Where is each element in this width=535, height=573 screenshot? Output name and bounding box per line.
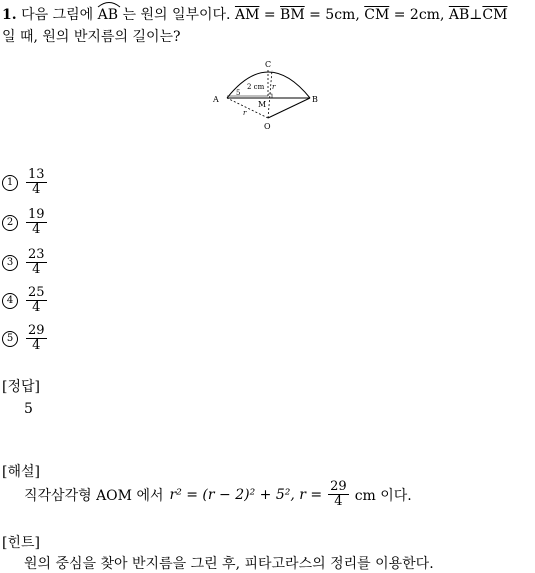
choice-mark: 3 (2, 255, 18, 271)
explanation-prefix: 직각삼각형 AOM 에서 (24, 487, 164, 504)
segment-cm: $\overline{CM}$ (364, 7, 390, 23)
choice-fraction: $\frac{13}{4}$ (28, 167, 45, 197)
question-text-b: 는 원의 일부이다. (122, 7, 231, 23)
question-line-2: 일 때, 원의 반지름의 길이는? (2, 29, 181, 45)
label-a: A (213, 95, 219, 104)
hint-label: [힌트] (2, 535, 40, 551)
question-line-1 (2, 4, 507, 24)
answer-label: [정답] (2, 379, 40, 395)
label-r-1: r (272, 83, 276, 91)
segment-bm: $\overline{BM}$ (280, 7, 305, 23)
question-number: 1. (2, 7, 17, 23)
label-b: B (312, 95, 318, 104)
label-2cm: 2 cm (247, 83, 265, 91)
segment-ab: $\overline{AB}$ (448, 7, 470, 23)
label-m: M (258, 100, 267, 109)
choice-mark: 1 (2, 175, 18, 191)
choice-5[interactable] (2, 324, 47, 353)
label-5: 5 (236, 89, 241, 97)
choice-fraction: $\frac{29}{4}$ (28, 323, 45, 353)
hint-text: 원의 중심을 찾아 반지름을 그린 후, 피타고라스의 정리를 이용한다. (24, 556, 434, 572)
choice-2[interactable] (2, 208, 47, 237)
label-r-2: r (243, 109, 247, 117)
equals: = (263, 7, 276, 23)
choice-3[interactable] (2, 248, 47, 277)
answer-value: 5 (24, 401, 33, 417)
explanation-suffix: cm 이다. (354, 487, 412, 504)
segment-am: $\overline{AM}$ (234, 7, 260, 23)
value-2: = 2cm, (393, 7, 445, 23)
label-o: O (264, 122, 271, 131)
choice-4[interactable] (2, 286, 47, 315)
choice-fraction: $\frac{19}{4}$ (28, 207, 45, 237)
question-text-a: 다음 그림에 (21, 7, 94, 23)
circle-figure (210, 56, 325, 136)
choice-mark: 5 (2, 331, 18, 347)
arc-ab: AB (98, 7, 118, 23)
perp-symbol: ⊥ (469, 7, 483, 23)
label-c: C (265, 60, 272, 69)
explanation-line (24, 480, 412, 509)
segment-cm-2: $\overline{CM}$ (482, 7, 508, 23)
explanation-label: [해설] (2, 464, 40, 480)
choice-fraction: $\frac{25}{4}$ (28, 285, 45, 315)
explanation-fraction: $\frac{29}{4}$ (330, 479, 347, 509)
choice-mark: 2 (2, 215, 18, 231)
choice-mark: 4 (2, 293, 18, 309)
arc-mark-icon (97, 0, 121, 8)
explanation-equation: r² = (r − 2)² + 5², r = (169, 486, 323, 503)
value-1: = 5cm, (309, 7, 360, 23)
choice-fraction: $\frac{23}{4}$ (28, 247, 45, 277)
choice-1[interactable] (2, 168, 47, 197)
